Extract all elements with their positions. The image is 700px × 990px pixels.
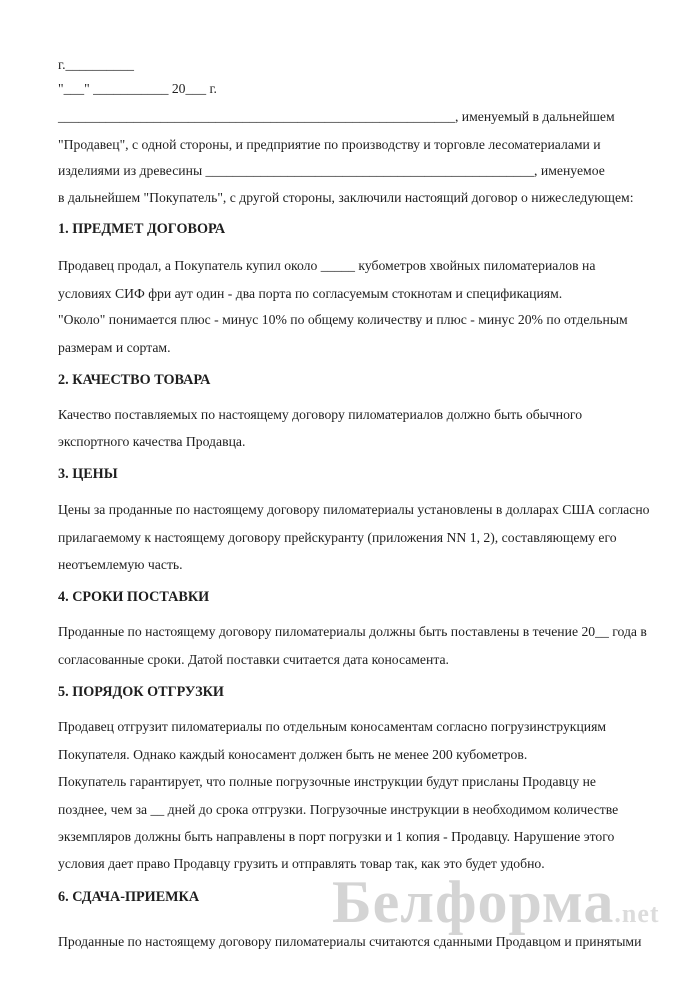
section-line: Проданные по настоящему договору пиломатериалы считаются сданными Продавцом и принятыми <box>58 934 642 949</box>
section-line: экземпляров должны быть направлены в порт погрузки и 1 копия - Продавцу. Нарушение этого <box>58 829 615 844</box>
section-title: 6. СДАЧА-ПРИЕМКА <box>58 889 200 905</box>
section-line: Покупателя. Однако каждый коносамент должен быть не менее 200 кубометров. <box>58 747 528 762</box>
section-line: Продавец продал, а Покупатель купил около _____ кубометров хвойных пиломатериалов на <box>58 258 596 273</box>
section-line: Проданные по настоящему договору пиломатериалы должны быть поставлены в течение 20__ года в <box>58 624 647 639</box>
section-title: 5. ПОРЯДОК ОТГРУЗКИ <box>58 684 224 700</box>
section-line: экспортного качества Продавца. <box>58 434 246 449</box>
section-line: неотъемлемую часть. <box>58 557 183 572</box>
section-line: Покупатель гарантирует, что полные погрузочные инструкции будут присланы Продавцу не <box>58 774 597 789</box>
section-title: 2. КАЧЕСТВО ТОВАРА <box>58 372 211 388</box>
city-line: г.__________ <box>58 57 134 72</box>
section-line: согласованные сроки. Датой поставки считается дата коносамента. <box>58 652 449 667</box>
preamble-line: изделиями из древесины ________________________________________________, именуемое <box>58 163 605 178</box>
section-title: 1. ПРЕДМЕТ ДОГОВОРА <box>58 221 226 237</box>
section-line: условия дает право Продавцу грузить и отправлять товар так, как это будет удобно. <box>58 856 545 871</box>
watermark-text: Белформа <box>332 869 615 935</box>
section-title: 3. ЦЕНЫ <box>58 466 118 482</box>
watermark-suffix: .net <box>614 899 660 928</box>
section-line: "Около" понимается плюс - минус 10% по общему количеству и плюс - минус 20% по отдельным <box>58 312 628 327</box>
section-line: условиях СИФ фри аут один - два порта по согласуемым стокнотам и спецификациям. <box>58 286 563 301</box>
date-line: "___" ___________ 20___ г. <box>58 81 217 96</box>
section-line: Качество поставляемых по настоящему договору пиломатериалов должно быть обычного <box>58 407 583 422</box>
watermark-logo <box>332 868 660 937</box>
section-line: Продавец отгрузит пиломатериалы по отдельным коносаментам согласно погрузинструкциям <box>58 719 607 734</box>
preamble-line: __________________________________________________________, именуемый в дальнейшем <box>58 109 615 124</box>
section-line: прилагаемому к настоящему договору прейскуранту (приложения NN 1, 2), составляющему его <box>58 530 617 545</box>
section-line: позднее, чем за __ дней до срока отгрузки. Погрузочные инструкции в необходимом количестве <box>58 802 619 817</box>
preamble-line: "Продавец", с одной стороны, и предприятие по производству и торговле лесоматериалами и <box>58 137 601 152</box>
section-line: размерам и сортам. <box>58 340 171 355</box>
section-title: 4. СРОКИ ПОСТАВКИ <box>58 589 210 605</box>
section-line: Цены за проданные по настоящему договору пиломатериалы установлены в долларах США согласно <box>58 502 650 517</box>
preamble-line: в дальнейшем "Покупатель", с другой стороны, заключили настоящий договор о нижеследующем: <box>58 190 634 205</box>
